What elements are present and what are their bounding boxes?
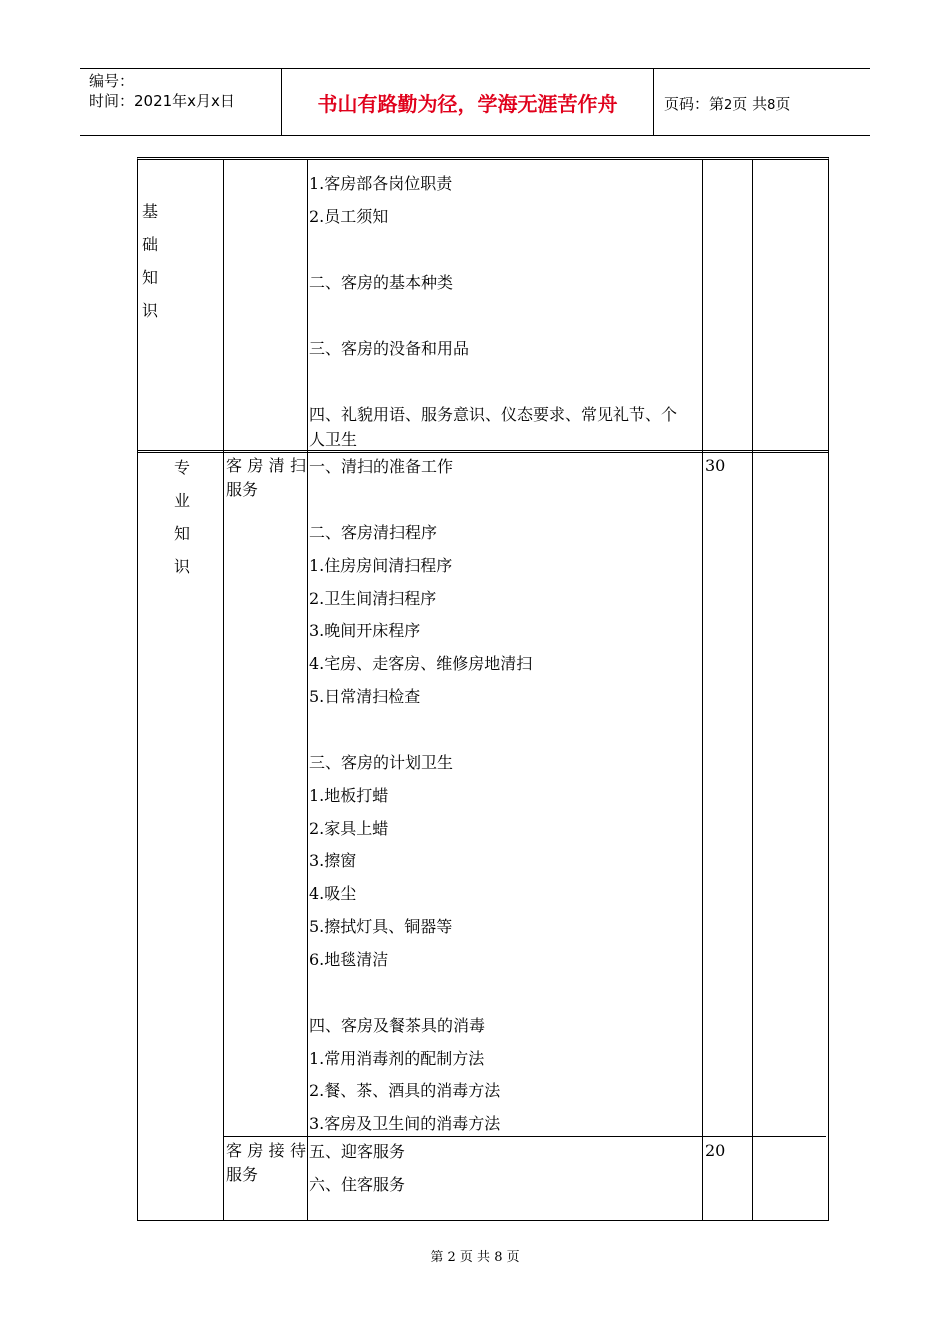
content-line: 三、客房的计划卫生 xyxy=(309,753,454,772)
content-line: 1.地板打蜡 xyxy=(309,786,389,805)
content-line: 3.擦窗 xyxy=(309,851,357,870)
content-line: 二、客房清扫程序 xyxy=(309,523,438,542)
content-line: 3.晚间开床程序 xyxy=(309,621,421,640)
content-line: 2.家具上蜡 xyxy=(309,819,389,838)
content-line: 2.员工须知 xyxy=(309,207,389,226)
column-divider xyxy=(223,160,224,1220)
content-line: 5.擦拭灯具、铜器等 xyxy=(309,917,453,936)
page-total: 8 xyxy=(767,98,776,113)
content-line: 四、礼貌用语、服务意识、仪态要求、常见礼节、个 xyxy=(309,405,678,424)
code-label: 编号： xyxy=(89,72,135,90)
page-mid: 页 共 xyxy=(732,95,768,113)
content-line: 5.日常清扫检查 xyxy=(309,687,421,706)
content-line: 6.地毯清洁 xyxy=(309,950,389,969)
content-line: 4.吸尘 xyxy=(309,884,357,903)
header-meta xyxy=(80,69,282,135)
section-char: 础 xyxy=(141,235,158,254)
section-char: 专 xyxy=(173,458,190,477)
content-line: 四、客房及餐茶具的消毒 xyxy=(309,1016,486,1035)
content-line: 1.客房部各岗位职责 xyxy=(309,174,453,193)
content-line: 1.常用消毒剂的配制方法 xyxy=(309,1049,485,1068)
column-divider xyxy=(307,160,308,1220)
section-professional-knowledge xyxy=(172,458,192,590)
content-line: 3.客房及卫生间的消毒方法 xyxy=(309,1114,501,1133)
subsection-room-cleaning: 客 房 清 扫 服务 xyxy=(226,456,306,499)
page-label: 页码：第 xyxy=(664,95,725,113)
content-line: 六、住客服务 xyxy=(309,1175,406,1194)
page-end: 页 xyxy=(775,95,791,113)
content-line: 人卫生 xyxy=(309,430,358,449)
section-basic-knowledge xyxy=(140,202,160,334)
content-line: 一、清扫的准备工作 xyxy=(309,457,454,476)
column-divider xyxy=(702,160,703,1220)
time-label: 时间：2021年x月x日 xyxy=(89,92,235,110)
subsection-reception-service: 客 房 接 待 服务 xyxy=(226,1141,306,1184)
section-char: 识 xyxy=(173,557,190,576)
page-header xyxy=(80,68,870,136)
page-num: 2 xyxy=(724,98,733,113)
content-line: 2.卫生间清扫程序 xyxy=(309,589,437,608)
header-page-number xyxy=(664,69,790,135)
section-char: 知 xyxy=(173,524,190,543)
hours-cell: 30 xyxy=(705,456,726,475)
content-line: 二、客房的基本种类 xyxy=(309,273,454,292)
content-line: 三、客房的没备和用品 xyxy=(309,339,470,358)
content-line: 1.住房房间清扫程序 xyxy=(309,556,453,575)
page-footer: 第 2 页 共 8 页 xyxy=(430,1250,520,1265)
row-divider xyxy=(223,1136,826,1137)
row-divider xyxy=(138,450,828,453)
content-line: 4.宅房、走客房、维修房地清扫 xyxy=(309,654,533,673)
header-motto: 书山有路勤为径，学海无涯苦作舟 xyxy=(282,69,654,135)
section-char: 识 xyxy=(141,301,158,320)
hours-cell: 20 xyxy=(705,1141,726,1160)
section-char: 知 xyxy=(141,268,158,287)
content-line: 五、迎客服务 xyxy=(309,1142,406,1161)
content-line: 2.餐、茶、酒具的消毒方法 xyxy=(309,1081,501,1100)
curriculum-table xyxy=(137,157,829,1221)
column-divider xyxy=(752,160,753,1220)
section-char: 基 xyxy=(141,202,158,221)
section-char: 业 xyxy=(173,491,190,510)
